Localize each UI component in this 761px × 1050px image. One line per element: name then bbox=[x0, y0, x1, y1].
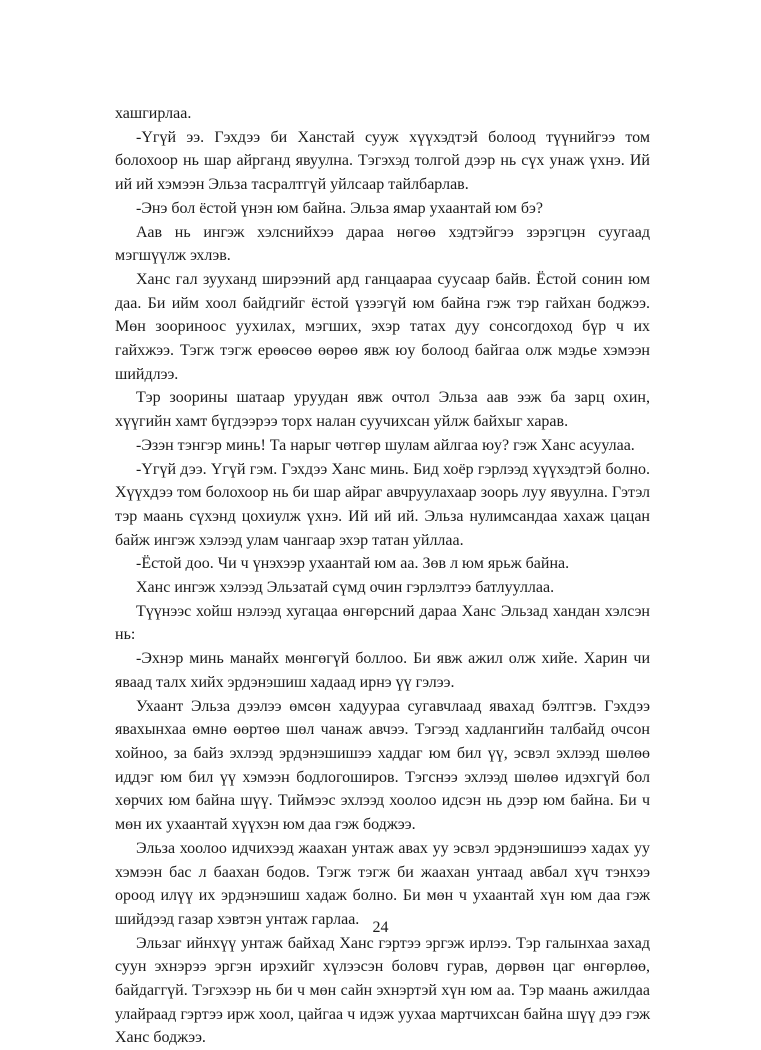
paragraph: -Эзэн тэнгэр минь! Та нарыг чөтгөр шулам айлгаа юу? гэж Ханс асуулаа. bbox=[136, 436, 635, 454]
paragraph: хашгирлаа. bbox=[115, 105, 192, 122]
paragraph: -Үгүй ээ. Гэхдээ би Ханстай сууж хүүхэдтэй болоод түүнийгээ том болохоор нь шар айрганд явуулна. Тэгэхэд толгой дээр нь сүх унаж үхнэ. Ий ий ий хэмээн Эльза тасралтгүй уйлсаар тайлбарлав. bbox=[115, 128, 650, 194]
body-text bbox=[115, 102, 650, 1050]
paragraph: -Энэ бол ёстой үнэн юм байна. Эльза ямар ухаантай юм бэ? bbox=[136, 199, 544, 217]
paragraph: Ханс гал зууханд ширээний ард ганцаараа суусаар байв. Ёстой сонин юм даа. Би ийм хоол байдгийг ёстой үзээгүй юм байна гэж тэр гайхан боджээ. Мөн зоориноос уухилах, мэгших, эхэр татах дуу сонсогдоход бүр ч их гайхжээ. Тэгж тэгж ерөөсөө өөрөө явж юу болоод байгаа олж мэдье хэмээн шийдлээ. bbox=[115, 270, 650, 383]
paragraph: Ухаант Эльза дээлээ өмсөн хадуураа сугавчлаад явахад бэлтгэв. Гэхдээ явахынхаа өмнө өөртөө шөл чанаж авчээ. Тэгээд хадлангийн талбайд очсон хойноо, за байз эхлээд эрдэнэшишээ хаддаг юм бил үү, эсвэл эхлээд шөлөө иддэг юм бил үү хэмээн бодлогоширов. Тэгснээ эхлээд шөлөө идэхгүй бол хөрчих юм байна шүү. Тиймээс эхлээд хоолоо идсэн нь дээр юм байна. Би ч мөн их ухаантай хүүхэн юм даа гэж боджээ. bbox=[115, 697, 650, 834]
paragraph: -Үгүй дээ. Үгүй гэм. Гэхдээ Ханс минь. Бид хоёр гэрлээд хүүхэдтэй болно. Хүүхдээ том болохоор нь би шар айраг авчруулахаар зоорь луу явуулна. Гэтэл тэр маань сүхэнд цохиулж үхнэ. Ий ий ий. Эльза нулимсандаа хахаж цацан байж ингэж хэлээд улам чангаар эхэр татан уйллаа. bbox=[115, 460, 650, 549]
paragraph: Эльза хоолоо идчихээд жаахан унтаж авах уу эсвэл эрдэнэшишээ хадах уу хэмээн бас л баахан бодов. Тэгж тэгж би жаахан унтаад авбал хүч тэнхээ ороод илүү их эрдэнэшиш хадаж болно. Би мөн ч ухаантай хүн юм даа гэж шийдээд газар хэвтэн унтаж гарлаа. bbox=[115, 839, 650, 928]
paragraph: Аав нь ингэж хэлснийхээ дараа нөгөө хэдтэйгээ зэрэгцэн суугаад мэгшүүлж эхлэв. bbox=[115, 223, 650, 265]
paragraph: Эльзаг ийнхүү унтаж байхад Ханс гэртээ эргэж ирлээ. Тэр галынхаа захад суун эхнэрээ эргэн ирэхийг хүлээсэн боловч гурав, дөрвөн цаг өнгөрлөө, байдаггүй. Тэгэхээр нь би ч мөн сайн эхнэртэй хүн юм аа. Тэр маань ажилдаа улайраад гэртээ ирж хоол, цайгаа ч идэж уухаа мартчихсан байна шүү дээ гэж Ханс боджээ. bbox=[115, 934, 650, 1047]
paragraph: Тэр зоорины шатаар уруудан явж очтол Эльза аав ээж ба зарц охин, хүүгийн хамт бүгдээрээ торх налан суучихсан уйлж байхыг харав. bbox=[115, 389, 650, 431]
page-number: 24 bbox=[372, 919, 389, 936]
paragraph: Түүнээс хойш нэлээд хугацаа өнгөрсний дараа Ханс Эльзад хандан хэлсэн нь: bbox=[115, 602, 650, 644]
paragraph: Ханс ингэж хэлээд Эльзатай сүмд очин гэрлэлтээ батлууллаа. bbox=[136, 579, 555, 597]
paragraph: -Ёстой доо. Чи ч үнэхээр ухаантай юм аа. Зөв л юм ярьж байна. bbox=[136, 555, 570, 573]
paragraph: -Эхнэр минь манайх мөнгөгүй боллоо. Би явж ажил олж хийе. Харин чи яваад талх хийх эрдэнэшиш хадаад ирнэ үү гэлээ. bbox=[115, 650, 650, 691]
